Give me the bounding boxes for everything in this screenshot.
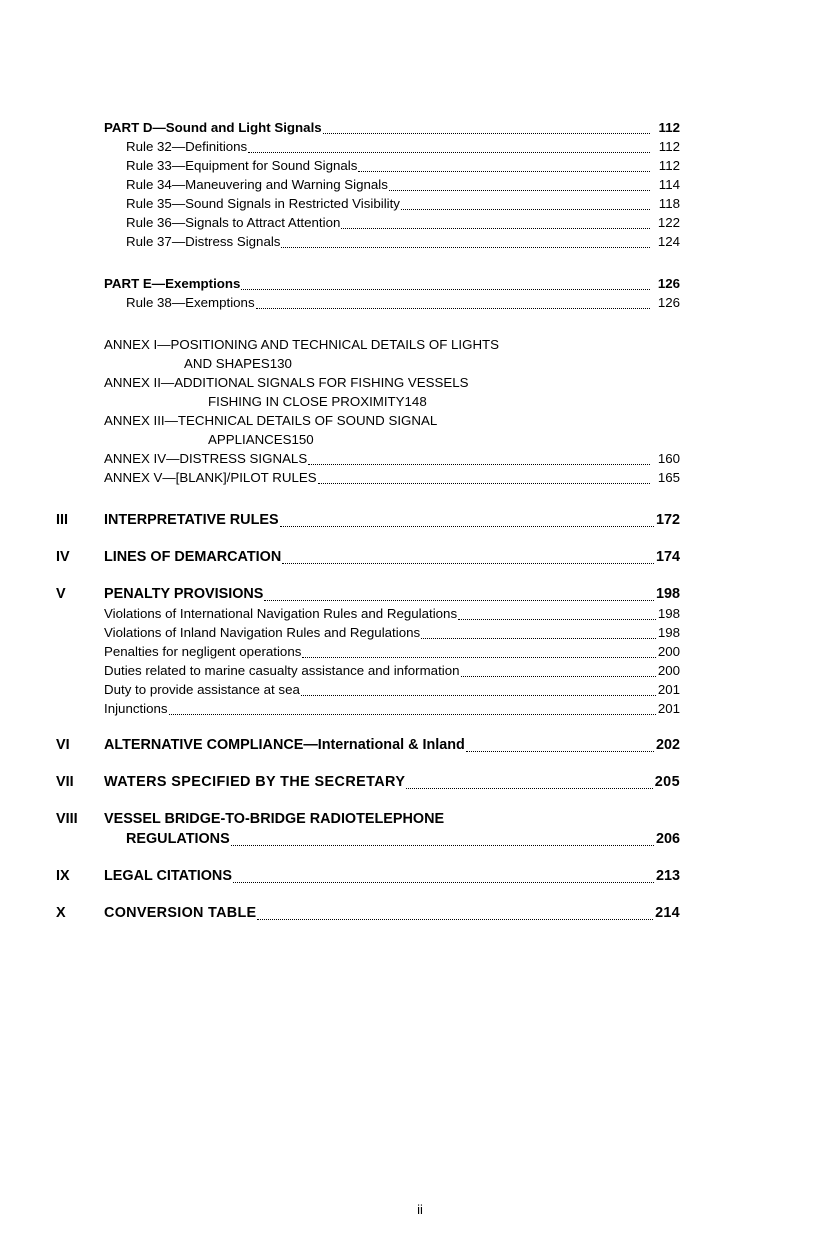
toc-section-page: 172 bbox=[655, 512, 680, 528]
spacer bbox=[104, 792, 680, 809]
toc-entry-page: 118 bbox=[658, 196, 680, 211]
toc-subentry-page: 201 bbox=[657, 682, 680, 697]
toc-section-numeral: VIII bbox=[56, 811, 78, 827]
toc-entry-page: 130 bbox=[269, 356, 292, 371]
toc-entry-page: 150 bbox=[291, 432, 314, 447]
toc-section-page: 202 bbox=[655, 737, 680, 753]
page-footer bbox=[0, 1202, 840, 1217]
leader-dots bbox=[282, 562, 654, 564]
toc-section-page: 174 bbox=[655, 549, 680, 565]
toc-entry-rule-37[interactable] bbox=[104, 232, 680, 251]
leader-dots bbox=[241, 288, 650, 290]
toc-section-title: ALTERNATIVE COMPLIANCE—International & Inland bbox=[104, 737, 465, 753]
toc-section-iv[interactable] bbox=[56, 547, 680, 567]
toc-subentry-label: Duties related to marine casualty assistance and information bbox=[104, 663, 460, 678]
toc-subentry[interactable] bbox=[104, 680, 680, 699]
toc-section-numeral: III bbox=[56, 512, 68, 528]
toc-subentry-page: 198 bbox=[657, 625, 680, 640]
leader-dots bbox=[233, 881, 654, 883]
toc-subentry-page: 200 bbox=[657, 644, 680, 659]
toc-entry-label: ANNEX I—POSITIONING AND TECHNICAL DETAILS OF LIGHTS bbox=[104, 337, 500, 352]
toc-section-title: PENALTY PROVISIONS bbox=[104, 586, 264, 602]
toc-entry-label-cont: FISHING IN CLOSE PROXIMITY bbox=[208, 394, 405, 409]
toc-section-numeral: IV bbox=[56, 549, 70, 565]
toc-section-ix[interactable] bbox=[56, 866, 680, 886]
toc-section-viii[interactable] bbox=[56, 809, 680, 849]
leader-dots bbox=[302, 656, 655, 658]
toc-entry-label: Rule 32—Definitions bbox=[126, 139, 248, 154]
toc-section-numeral: V bbox=[56, 586, 66, 602]
toc-entry-label: Rule 36—Signals to Attract Attention bbox=[126, 215, 341, 230]
leader-dots bbox=[169, 713, 656, 715]
spacer bbox=[104, 251, 680, 274]
toc-entry-page: 112 bbox=[658, 158, 680, 173]
toc-entry-page: 165 bbox=[657, 470, 680, 485]
toc-entry-page: 122 bbox=[657, 215, 680, 230]
toc-subentry[interactable] bbox=[104, 623, 680, 642]
leader-dots bbox=[231, 844, 654, 846]
leader-dots bbox=[401, 208, 650, 210]
toc-entry-label-cont: AND SHAPES bbox=[184, 356, 270, 371]
spacer bbox=[104, 567, 680, 584]
spacer bbox=[104, 718, 680, 735]
toc-subentry-page: 201 bbox=[657, 701, 680, 716]
toc-entry-label: Rule 38—Exemptions bbox=[126, 295, 255, 310]
leader-dots bbox=[389, 189, 650, 191]
toc-section-title-cont: REGULATIONS bbox=[126, 831, 230, 847]
table-of-contents bbox=[56, 118, 680, 923]
toc-section-page: 214 bbox=[655, 905, 680, 921]
toc-entry-label: ANNEX V—[BLANK]/PILOT RULES bbox=[104, 470, 317, 485]
leader-dots bbox=[466, 750, 654, 752]
toc-section-v[interactable] bbox=[56, 584, 680, 718]
toc-subentry-page: 198 bbox=[657, 606, 680, 621]
toc-entry-annex-v[interactable] bbox=[104, 468, 680, 487]
toc-section-page: 206 bbox=[655, 831, 680, 847]
leader-dots bbox=[461, 675, 656, 677]
spacer bbox=[104, 755, 680, 772]
page-number: ii bbox=[417, 1202, 423, 1217]
toc-subentry[interactable] bbox=[104, 642, 680, 661]
toc-entry-rule-35[interactable] bbox=[104, 194, 680, 213]
toc-subentry[interactable] bbox=[104, 604, 680, 623]
toc-subentry-label: Penalties for negligent operations bbox=[104, 644, 302, 659]
toc-entry-label: Rule 35—Sound Signals in Restricted Visibility bbox=[126, 196, 400, 211]
toc-section-title: LEGAL CITATIONS bbox=[104, 868, 232, 884]
leader-dots bbox=[358, 170, 650, 172]
toc-section-numeral: IX bbox=[56, 868, 70, 884]
leader-dots bbox=[421, 637, 656, 639]
toc-section-vii[interactable] bbox=[56, 772, 680, 792]
leader-dots bbox=[301, 694, 656, 696]
spacer bbox=[104, 530, 680, 547]
leader-dots bbox=[341, 227, 650, 229]
toc-entry-rule-36[interactable] bbox=[104, 213, 680, 232]
toc-entry-rule-38[interactable] bbox=[104, 293, 680, 312]
toc-section-iii[interactable] bbox=[56, 510, 680, 530]
toc-entry-part-d[interactable] bbox=[104, 118, 680, 137]
toc-entry-page: 126 bbox=[657, 295, 680, 310]
leader-dots bbox=[308, 463, 650, 465]
toc-subentry-label: Violations of International Navigation Rules and Regulations bbox=[104, 606, 458, 621]
leader-dots bbox=[256, 307, 650, 309]
toc-section-numeral: VII bbox=[56, 774, 74, 790]
toc-entry-part-e[interactable] bbox=[104, 274, 680, 293]
toc-subentry-label: Violations of Inland Navigation Rules and Regulations bbox=[104, 625, 421, 640]
toc-entry-page: 126 bbox=[657, 276, 680, 291]
toc-section-page: 205 bbox=[654, 774, 680, 790]
toc-section-title: VESSEL BRIDGE-TO-BRIDGE RADIOTELEPHONE bbox=[104, 811, 445, 827]
toc-entry-page: 112 bbox=[658, 139, 680, 154]
toc-entry-label-cont: APPLIANCES bbox=[208, 432, 292, 447]
toc-entry-rule-32[interactable] bbox=[104, 137, 680, 156]
toc-entry-annex-i[interactable] bbox=[104, 335, 680, 373]
toc-entry-page: 124 bbox=[657, 234, 680, 249]
toc-section-title: WATERS SPECIFIED BY THE SECRETARY bbox=[104, 774, 406, 790]
toc-entry-page: 112 bbox=[658, 120, 680, 135]
toc-entry-page: 114 bbox=[658, 177, 680, 192]
toc-entry-label: Rule 34—Maneuvering and Warning Signals bbox=[126, 177, 388, 192]
toc-section-page: 198 bbox=[655, 586, 680, 602]
toc-entry-label: ANNEX III—TECHNICAL DETAILS OF SOUND SIGNAL bbox=[104, 413, 438, 428]
leader-dots bbox=[458, 618, 656, 620]
toc-subentry[interactable] bbox=[104, 699, 680, 718]
toc-section-vi[interactable] bbox=[56, 735, 680, 755]
spacer bbox=[104, 849, 680, 866]
spacer bbox=[104, 312, 680, 335]
toc-entry-annex-iii[interactable] bbox=[104, 411, 680, 449]
toc-subentry-page: 200 bbox=[657, 663, 680, 678]
toc-entry-page: 148 bbox=[404, 394, 427, 409]
leader-dots bbox=[264, 599, 654, 601]
spacer bbox=[104, 487, 680, 510]
toc-entry-label: PART D—Sound and Light Signals bbox=[104, 120, 322, 135]
leader-dots bbox=[406, 787, 652, 789]
leader-dots bbox=[248, 151, 650, 153]
toc-entry-annex-iv[interactable] bbox=[104, 449, 680, 468]
toc-section-numeral: X bbox=[56, 905, 66, 921]
leader-dots bbox=[318, 482, 650, 484]
toc-section-title: CONVERSION TABLE bbox=[104, 905, 257, 921]
spacer bbox=[104, 886, 680, 903]
leader-dots bbox=[257, 918, 653, 920]
toc-subentry-label: Injunctions bbox=[104, 701, 168, 716]
toc-entry-annex-ii[interactable] bbox=[104, 373, 680, 411]
toc-entry-label: ANNEX II—ADDITIONAL SIGNALS FOR FISHING VESSELS bbox=[104, 375, 469, 390]
toc-entry-label: PART E—Exemptions bbox=[104, 276, 241, 291]
toc-subentry-label: Duty to provide assistance at sea bbox=[104, 682, 300, 697]
toc-section-title: INTERPRETATIVE RULES bbox=[104, 512, 279, 528]
toc-entry-label: Rule 33—Equipment for Sound Signals bbox=[126, 158, 358, 173]
toc-section-page: 213 bbox=[655, 868, 680, 884]
toc-entry-rule-33[interactable] bbox=[104, 156, 680, 175]
toc-section-title: LINES OF DEMARCATION bbox=[104, 549, 282, 565]
toc-subentry[interactable] bbox=[104, 661, 680, 680]
toc-entry-rule-34[interactable] bbox=[104, 175, 680, 194]
leader-dots bbox=[281, 246, 650, 248]
toc-entry-label: ANNEX IV—DISTRESS SIGNALS bbox=[104, 451, 308, 466]
leader-dots bbox=[323, 132, 650, 134]
toc-section-x[interactable] bbox=[56, 903, 680, 923]
leader-dots bbox=[280, 525, 654, 527]
toc-section-numeral: VI bbox=[56, 737, 70, 753]
toc-entry-page: 160 bbox=[657, 451, 680, 466]
toc-entry-label: Rule 37—Distress Signals bbox=[126, 234, 281, 249]
